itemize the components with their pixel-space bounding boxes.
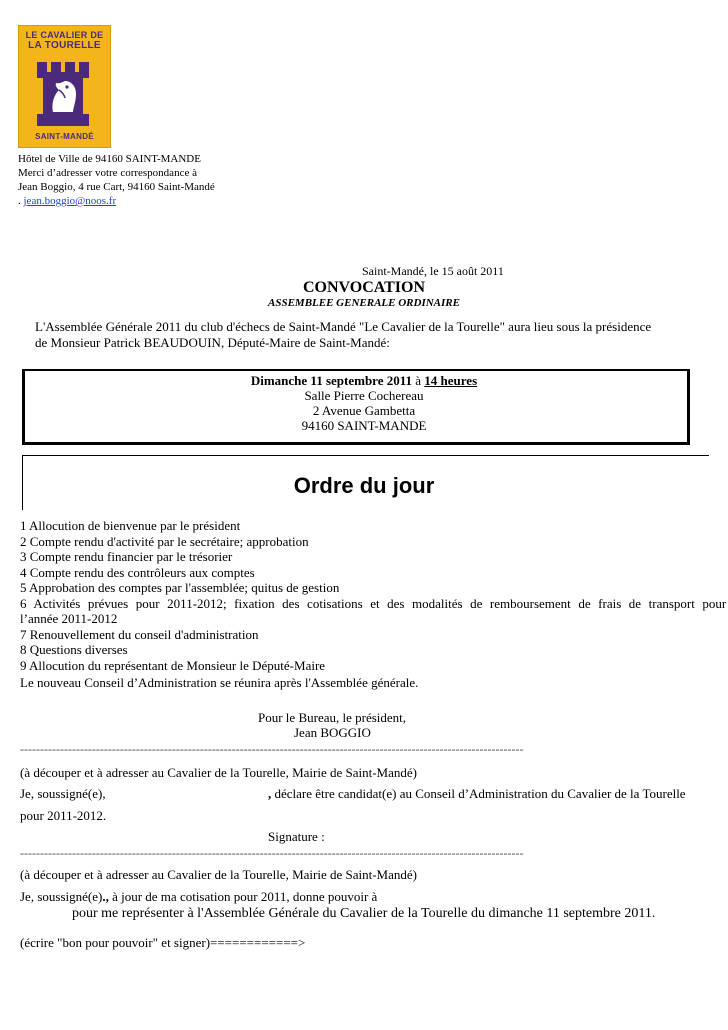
email-prefix: . — [18, 195, 24, 207]
agenda-note: Le nouveau Conseil d’Administration se réunira après l'Assemblée générale. — [20, 675, 419, 690]
chess-knight-rook-icon — [29, 54, 99, 128]
pouvoir-line2: pour me représenter à l'Assemblée Générale du Cavalier de la Tourelle du dimanche 11 septembre 2011. — [72, 906, 656, 921]
candidature-cut-note: (à découper et à adresser au Cavalier de la Tourelle, Mairie de Saint-Mandé) — [20, 765, 417, 780]
candidature-line1-end: déclare être candidat(e) au Conseil d’Administration du Cavalier de la Tourelle — [271, 786, 686, 801]
agenda-item: 7 Renouvellement du conseil d'administration — [20, 627, 259, 642]
sender-line1: Hôtel de Ville de 94160 SAINT-MANDE — [18, 153, 201, 165]
club-logo — [18, 25, 111, 148]
signature-line1: Pour le Bureau, le président, — [258, 710, 407, 725]
candidature-line2: pour 2011-2012. — [20, 808, 107, 823]
sender-email-line — [18, 195, 116, 208]
place-date: Saint-Mandé, le 15 août 2011 — [362, 264, 504, 278]
intro-line2: de Monsieur Patrick BEAUDOUIN, Député-Maire de Saint-Mandé: — [35, 335, 390, 350]
pouvoir-line1-end: à jour de ma cotisation pour 2011, donne pouvoir à — [108, 889, 378, 904]
pouvoir-line3: (écrire "bon pour pouvoir" et signer)============> — [20, 935, 306, 950]
agenda-item: 4 Compte rendu des contrôleurs aux comptes — [20, 565, 255, 580]
signature-line2: Jean BOGGIO — [294, 725, 371, 740]
page-title: CONVOCATION — [302, 279, 426, 296]
candidature-signature: Signature : — [268, 829, 325, 844]
agenda-item: 3 Compte rendu financier par le trésorier — [20, 549, 233, 564]
email-link[interactable]: jean.boggio@noos.fr — [23, 195, 117, 207]
agenda-item: 9 Allocution du représentant de Monsieur le Député-Maire — [20, 658, 326, 673]
pouvoir-line1-bold: ., — [102, 889, 109, 904]
cut-separator: ------------------------------------------------------------------------------------------------------------------------------ — [20, 743, 524, 755]
meeting-date-time — [0, 373, 728, 388]
meeting-city: 94160 SAINT-MANDE — [301, 418, 427, 433]
candidature-line1-start: Je, soussigné(e), — [20, 786, 106, 801]
sender-line3: Jean Boggio, 4 rue Cart, 94160 Saint-Mandé — [18, 181, 215, 193]
agenda-item: 6 Activités prévues pour 2011-2012; fixation des cotisations et des modalités de remboursement de frais de transport pour — [20, 596, 727, 611]
pouvoir-line1-start: Je, soussigné(e) — [20, 889, 103, 904]
meeting-date: Dimanche 11 septembre 2011 — [250, 373, 413, 388]
meeting-venue: Salle Pierre Cochereau — [304, 388, 424, 403]
sender-line2: Merci d’adresser votre correspondance à — [18, 167, 197, 179]
pouvoir-line1 — [20, 889, 377, 904]
logo-text-line1: LE CAVALIER DE — [25, 30, 104, 40]
pouvoir-cut-note: (à découper et à adresser au Cavalier de la Tourelle, Mairie de Saint-Mandé) — [20, 867, 417, 882]
agenda-heading: Ordre du jour — [293, 473, 435, 498]
agenda-item: 8 Questions diverses — [20, 642, 128, 657]
cut-separator: ------------------------------------------------------------------------------------------------------------------------------ — [20, 847, 524, 859]
logo-text-line2: LA TOURELLE — [28, 40, 101, 51]
meeting-at: à — [412, 373, 425, 388]
intro-line1: L'Assemblée Générale 2011 du club d'échecs de Saint-Mandé "Le Cavalier de la Tourelle" aura lieu sous la présidence — [35, 319, 652, 334]
meeting-street: 2 Avenue Gambetta — [312, 403, 416, 418]
candidature-line1 — [268, 786, 686, 801]
agenda-item: l’année 2011-2012 — [20, 611, 118, 626]
agenda-item: 1 Allocution de bienvenue par le président — [20, 518, 241, 533]
meeting-time: 14 heures — [424, 373, 478, 388]
agenda-item: 2 Compte rendu d'activité par le secrétaire; approbation — [20, 534, 309, 549]
agenda-item: 5 Approbation des comptes par l'assemblée; quitus de gestion — [20, 580, 340, 595]
logo-text-line3: SAINT-MANDÉ — [35, 132, 94, 141]
page-subtitle: ASSEMBLEE GENERALE ORDINAIRE — [268, 297, 460, 309]
candidature-comma: , — [268, 786, 272, 801]
